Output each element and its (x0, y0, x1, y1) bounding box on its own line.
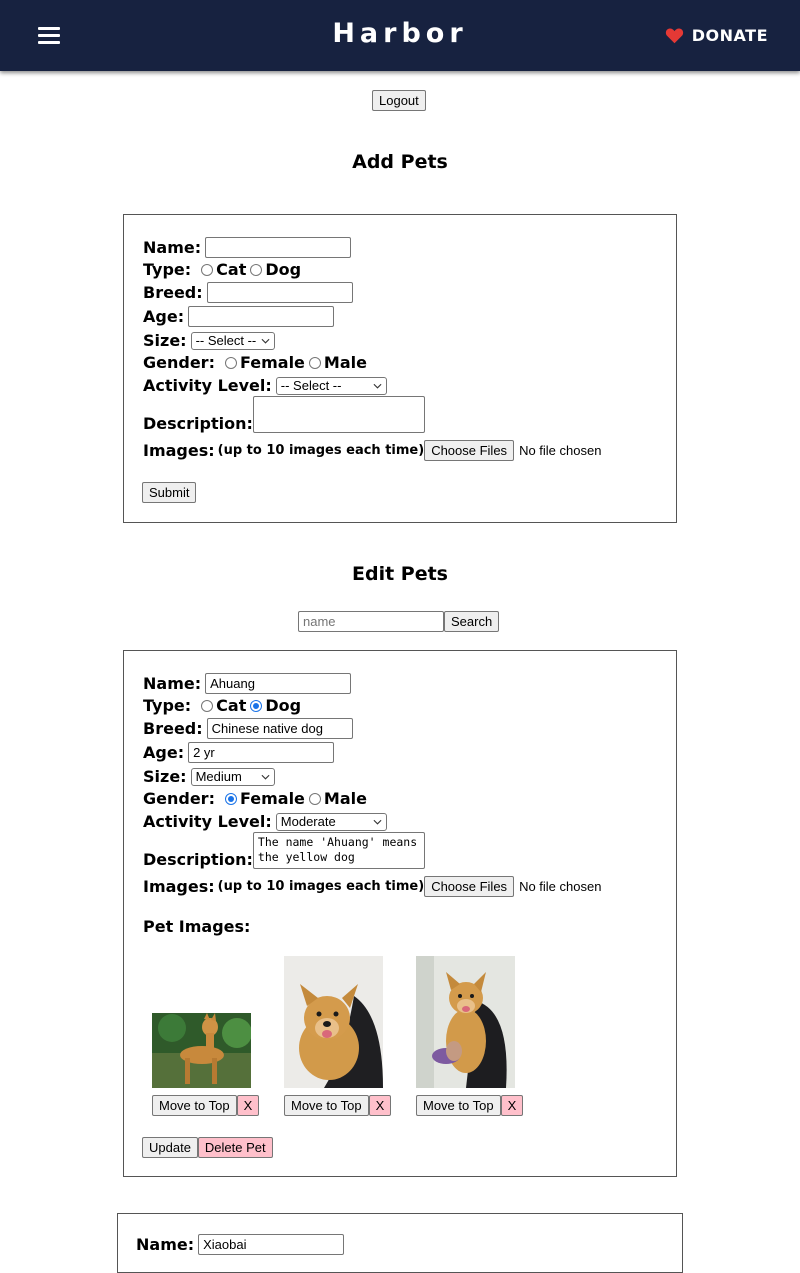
description-textarea[interactable] (253, 396, 425, 433)
images-note: (up to 10 images each time) (217, 443, 425, 458)
add-gender-row (143, 353, 367, 372)
edit-breed-row (143, 718, 353, 739)
size-select[interactable]: -- Select -- (191, 332, 275, 350)
remove-image-button[interactable]: X (501, 1095, 524, 1116)
female-label: Female (239, 789, 305, 808)
chevron-down-icon (261, 774, 270, 780)
dog-label: Dog (265, 260, 302, 279)
add-age-row (143, 306, 334, 327)
name-label: Name: (143, 238, 202, 257)
type-dog-radio[interactable] (250, 700, 262, 712)
search-input[interactable] (298, 611, 444, 632)
male-label: Male (323, 353, 367, 372)
add-activity-row (143, 376, 387, 395)
add-pet-form (123, 214, 677, 523)
add-name-row (143, 237, 351, 258)
image-3-actions (416, 1095, 523, 1116)
brand-logo[interactable]: Harbor (332, 18, 468, 49)
activity-label: Activity Level: (143, 376, 272, 395)
choose-files-button[interactable]: Choose Files (424, 440, 514, 461)
move-to-top-button[interactable]: Move to Top (416, 1095, 501, 1116)
name-label: Name: (143, 674, 202, 693)
breed-label: Breed: (143, 719, 203, 738)
name-label: Name: (136, 1235, 195, 1254)
chevron-down-icon (373, 819, 382, 825)
edit-images-row (143, 876, 601, 897)
logout-button[interactable]: Logout (372, 90, 426, 111)
pet-search-bar (298, 611, 499, 632)
type-label: Type: (143, 260, 192, 279)
gender-female-radio[interactable] (225, 357, 237, 369)
images-note: (up to 10 images each time) (217, 879, 425, 894)
gender-female-radio[interactable] (225, 793, 237, 805)
gender-label: Gender: (143, 789, 215, 808)
gender-male-radio[interactable] (309, 357, 321, 369)
female-label: Female (239, 353, 305, 372)
top-nav-bar (0, 0, 800, 71)
delete-pet-button[interactable]: Delete Pet (198, 1137, 273, 1158)
name-input[interactable] (205, 673, 351, 694)
chevron-down-icon (373, 383, 382, 389)
edit-type-row (143, 696, 301, 715)
add-size-row (143, 331, 275, 350)
pet-photo-2 (284, 956, 383, 1088)
size-select[interactable]: Medium (191, 768, 275, 786)
gender-male-radio[interactable] (309, 793, 321, 805)
edit-size-row (143, 767, 275, 786)
edit-pets-heading: Edit Pets (352, 563, 448, 585)
description-textarea[interactable]: The name 'Ahuang' means the yellow dog (253, 832, 425, 869)
description-label: Description: (143, 414, 253, 433)
gender-label: Gender: (143, 353, 215, 372)
age-input[interactable] (188, 306, 334, 327)
age-input[interactable] (188, 742, 334, 763)
move-to-top-button[interactable]: Move to Top (152, 1095, 237, 1116)
image-1-actions (152, 1095, 259, 1116)
add-type-row (143, 260, 301, 279)
images-label: Images: (143, 877, 215, 896)
edit-activity-row (143, 812, 387, 831)
edit-pet-card (123, 650, 677, 1177)
activity-select[interactable]: -- Select -- (276, 377, 387, 395)
pet-photo-3 (416, 956, 515, 1088)
type-label: Type: (143, 696, 192, 715)
activity-label: Activity Level: (143, 812, 272, 831)
pet-images-heading: Pet Images: (143, 917, 251, 936)
heart-icon (665, 27, 684, 44)
chevron-down-icon (261, 338, 270, 344)
add-pets-heading: Add Pets (352, 151, 448, 173)
search-button[interactable]: Search (444, 611, 499, 632)
donate-label: DONATE (691, 26, 768, 45)
move-to-top-button[interactable]: Move to Top (284, 1095, 369, 1116)
size-label: Size: (143, 331, 187, 350)
type-dog-radio[interactable] (250, 264, 262, 276)
file-status: No file chosen (519, 443, 602, 458)
pet-photo-1 (152, 1013, 251, 1088)
pet-actions (142, 1137, 273, 1158)
remove-image-button[interactable]: X (237, 1095, 260, 1116)
type-cat-radio[interactable] (201, 700, 213, 712)
donate-link[interactable] (665, 26, 768, 45)
add-images-row (143, 440, 601, 461)
update-button[interactable]: Update (142, 1137, 198, 1158)
size-label: Size: (143, 767, 187, 786)
edit-description-row (143, 832, 425, 869)
images-label: Images: (143, 441, 215, 460)
cat-label: Cat (216, 696, 247, 715)
age-label: Age: (143, 307, 185, 326)
edit-age-row (143, 742, 334, 763)
add-description-row (143, 396, 425, 433)
edit-pet-card-next (117, 1213, 683, 1273)
description-label: Description: (143, 850, 253, 869)
remove-image-button[interactable]: X (369, 1095, 392, 1116)
add-breed-row (143, 282, 353, 303)
choose-files-button[interactable]: Choose Files (424, 876, 514, 897)
edit-gender-row (143, 789, 367, 808)
submit-button[interactable]: Submit (142, 482, 196, 503)
file-status: No file chosen (519, 879, 602, 894)
age-label: Age: (143, 743, 185, 762)
breed-label: Breed: (143, 283, 203, 302)
breed-input[interactable] (207, 282, 353, 303)
cat-label: Cat (216, 260, 247, 279)
breed-input[interactable] (207, 718, 353, 739)
dog-label: Dog (265, 696, 302, 715)
male-label: Male (323, 789, 367, 808)
image-2-actions (284, 1095, 391, 1116)
edit-name-row (143, 673, 351, 694)
activity-select[interactable]: Moderate (276, 813, 387, 831)
name-input[interactable] (205, 237, 351, 258)
type-cat-radio[interactable] (201, 264, 213, 276)
